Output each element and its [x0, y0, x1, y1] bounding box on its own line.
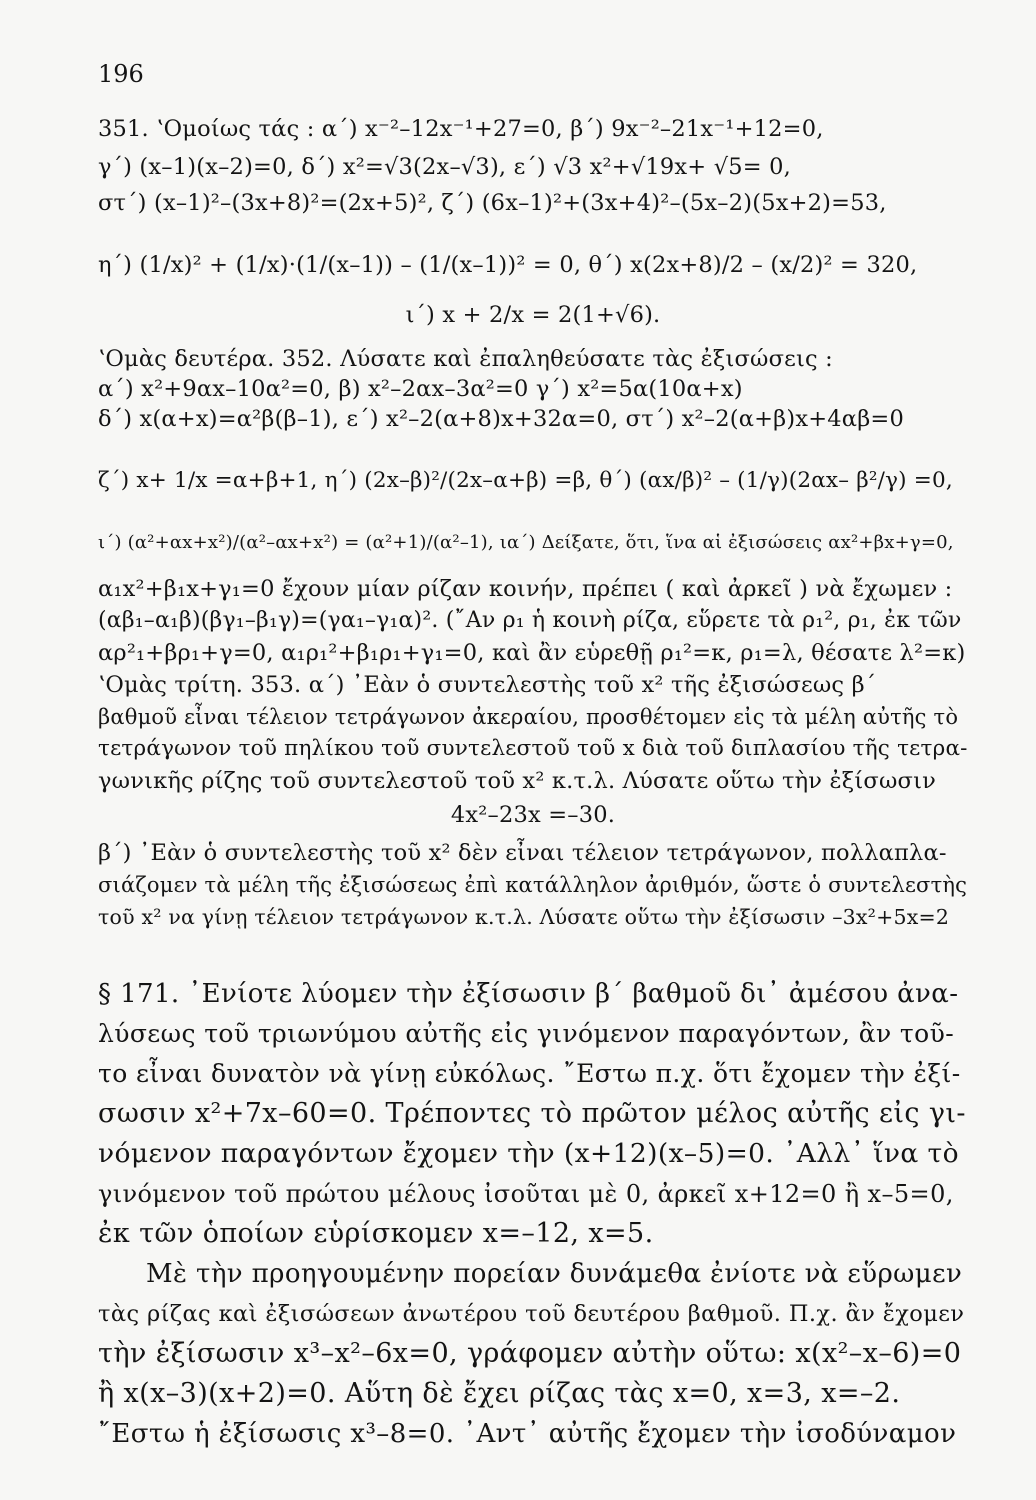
section-171-para2-line-4: ἢ x(x–3)(x+2)=0. Αὕτη δὲ ἔχει ρίζας τὰς x=0, x=3, x=–2.	[98, 1378, 901, 1409]
exercise-352-line-1: α΄) x²+9αx–10α²=0, β) x²–2αx–3α²=0 γ΄) x²=5α(10α+x)	[98, 376, 743, 402]
exercise-352-line-6: (αβ₁–α₁β)(βγ₁–β₁γ)=(γα₁–γ₁α)². (῎Αν ρ₁ ἡ κοινὴ ρίζα, εὕρετε τὰ ρ₁², ρ₁, ἐκ τῶν	[98, 608, 962, 633]
section-171-line-4: σωσιν x²+7x–60=0. Τρέποντες τὸ πρῶτον μέλος αὐτῆς εἰς γι-	[98, 1098, 966, 1129]
section-171-para2-line-2: τὰς ρίζας καὶ ἐξισώσεων ἀνωτέρου τοῦ δευτέρου βαθμοῦ. Π.χ. ἂν ἔχομεν	[98, 1301, 965, 1327]
exercise-351-line-4: η΄) (1/x)² + (1/x)·(1/(x–1)) – (1/(x–1))² = 0, θ΄) x(2x+8)/2 – (x/2)² = 320,	[98, 252, 918, 278]
exercise-353-line-3: γωνικῆς ρίζης τοῦ συντελεστοῦ τοῦ x² κ.τ.λ. Λύσατε οὕτω τὴν ἐξίσωσιν	[98, 768, 936, 794]
section-171-para2-line-3: τὴν ἐξίσωσιν x³–x²–6x=0, γράφομεν αὐτὴν οὕτω: x(x²–x–6)=0	[98, 1338, 962, 1369]
exercise-353-line-2: τετράγωνον τοῦ πηλίκου τοῦ συντελεστοῦ τοῦ x διὰ τοῦ διπλασίου τῆς τετρα-	[98, 736, 968, 761]
exercise-353-b-line-2: σιάζομεν τὰ μέλη τῆς ἐξισώσεως ἐπὶ κατάλληλον ἀριθμόν, ὥστε ὁ συντελεστὴς	[98, 873, 968, 897]
section-171-para2-line-5: ῎Εστω ἡ ἐξίσωσις x³–8=0. ᾽Αντ᾽ αὐτῆς ἔχομεν τὴν ἰσοδύναμον	[98, 1419, 957, 1449]
section-171-line-7: ἐκ τῶν ὁποίων εὑρίσκομεν x=–12, x=5.	[98, 1218, 654, 1249]
exercise-352-line-4: ι΄) (α²+αx+x²)/(α²–αx+x²) = (α²+1)/(α²–1), ια΄) Δείξατε, ὅτι, ἵνα αἱ ἐξισώσεις αx²+βx+γ=0,	[98, 532, 954, 553]
exercise-352-line-5: α₁x²+β₁x+γ₁=0 ἔχουν μίαν ρίζαν κοινήν, πρέπει ( καὶ ἀρκεῖ ) νὰ ἔχωμεν :	[98, 576, 953, 602]
page-number: 196	[98, 60, 144, 88]
exercise-353-b-line-3: τοῦ x² να γίνῃ τέλειον τετράγωνον κ.τ.λ. Λύσατε οὕτω τὴν ἐξίσωσιν –3x²+5x=2	[98, 905, 950, 929]
exercise-353-equation: 4x²–23x =–30.	[450, 802, 616, 828]
exercise-351-line-3: στ΄) (x–1)²–(3x+8)²=(2x+5)², ζ΄) (6x–1)²+(3x+4)²–(5x–2)(5x+2)=53,	[98, 190, 887, 216]
group-two-heading: ʽΟμὰς δευτέρα. 352. Λύσατε καὶ ἐπαληθεύσατε τὰς ἐξισώσεις :	[98, 346, 833, 372]
section-171-line-5: νόμενον παραγόντων ἔχομεν τὴν (x+12)(x–5)=0. ᾽Αλλ᾽ ἵνα τὸ	[98, 1138, 959, 1169]
exercise-351-line-5: ι΄) x + 2/x = 2(1+√6).	[405, 302, 661, 328]
section-171-line-2: λύσεως τοῦ τριωνύμου αὐτῆς εἰς γινόμενον παραγόντων, ἂν τοῦ-	[98, 1019, 955, 1048]
exercise-352-line-2: δ΄) x(α+x)=α²β(β–1), ε΄) x²–2(α+8)x+32α=0, στ΄) x²–2(α+β)x+4αβ=0	[98, 406, 904, 432]
section-171-line-3: το εἶναι δυνατὸν νὰ γίνῃ εὐκόλως. ῎Εστω π.χ. ὅτι ἔχομεν τὴν ἐξί-	[98, 1059, 961, 1088]
group-three-heading: ʽΟμὰς τρίτη. 353. α΄) ᾽Εὰν ὁ συντελεστὴς τοῦ x² τῆς ἐξισώσεως β΄	[98, 672, 877, 698]
exercise-352-line-7: αρ²₁+βρ₁+γ=0, α₁ρ₁²+β₁ρ₁+γ₁=0, καὶ ἂν εὑρεθῇ ρ₁²=κ, ρ₁=λ, θέσατε λ²=κ)	[98, 640, 966, 666]
exercise-352-line-3: ζ΄) x+ 1/x =α+β+1, η΄) (2x–β)²/(2x–α+β) =β, θ΄) (αx/β)² – (1/γ)(2αx– β²/γ) =0,	[98, 468, 953, 493]
exercise-351-line-2: γ΄) (x–1)(x–2)=0, δ΄) x²=√3(2x–√3), ε΄) √3 x²+√19x+ √5= 0,	[98, 154, 792, 180]
section-171-para2-line-1: Μὲ τὴν προηγουμένην πορείαν δυνάμεθα ἐνίοτε νὰ εὕρωμεν	[146, 1259, 963, 1289]
section-171-heading: § 171. ᾽Ενίοτε λύομεν τὴν ἐξίσωσιν β΄ βαθμοῦ δι᾽ ἀμέσου ἀνα-	[98, 979, 959, 1009]
exercise-351-line-1: 351. ʽΟμοίως τάς : α΄) x⁻²–12x⁻¹+27=0, β΄) 9x⁻²–21x⁻¹+12=0,	[98, 116, 824, 142]
section-171-line-6: γινόμενον τοῦ πρώτου μέλους ἰσοῦται μὲ 0, ἀρκεῖ x+12=0 ἢ x–5=0,	[98, 1180, 954, 1208]
exercise-353-b-line-1: β΄) ᾽Εὰν ὁ συντελεστὴς τοῦ x² δὲν εἶναι τέλειον τετράγωνον, πολλαπλα-	[98, 840, 947, 866]
exercise-353-line-1: βαθμοῦ εἶναι τέλειον τετράγωνον ἀκεραίου, προσθέτομεν εἰς τὰ μέλη αὐτῆς τὸ	[98, 705, 959, 729]
